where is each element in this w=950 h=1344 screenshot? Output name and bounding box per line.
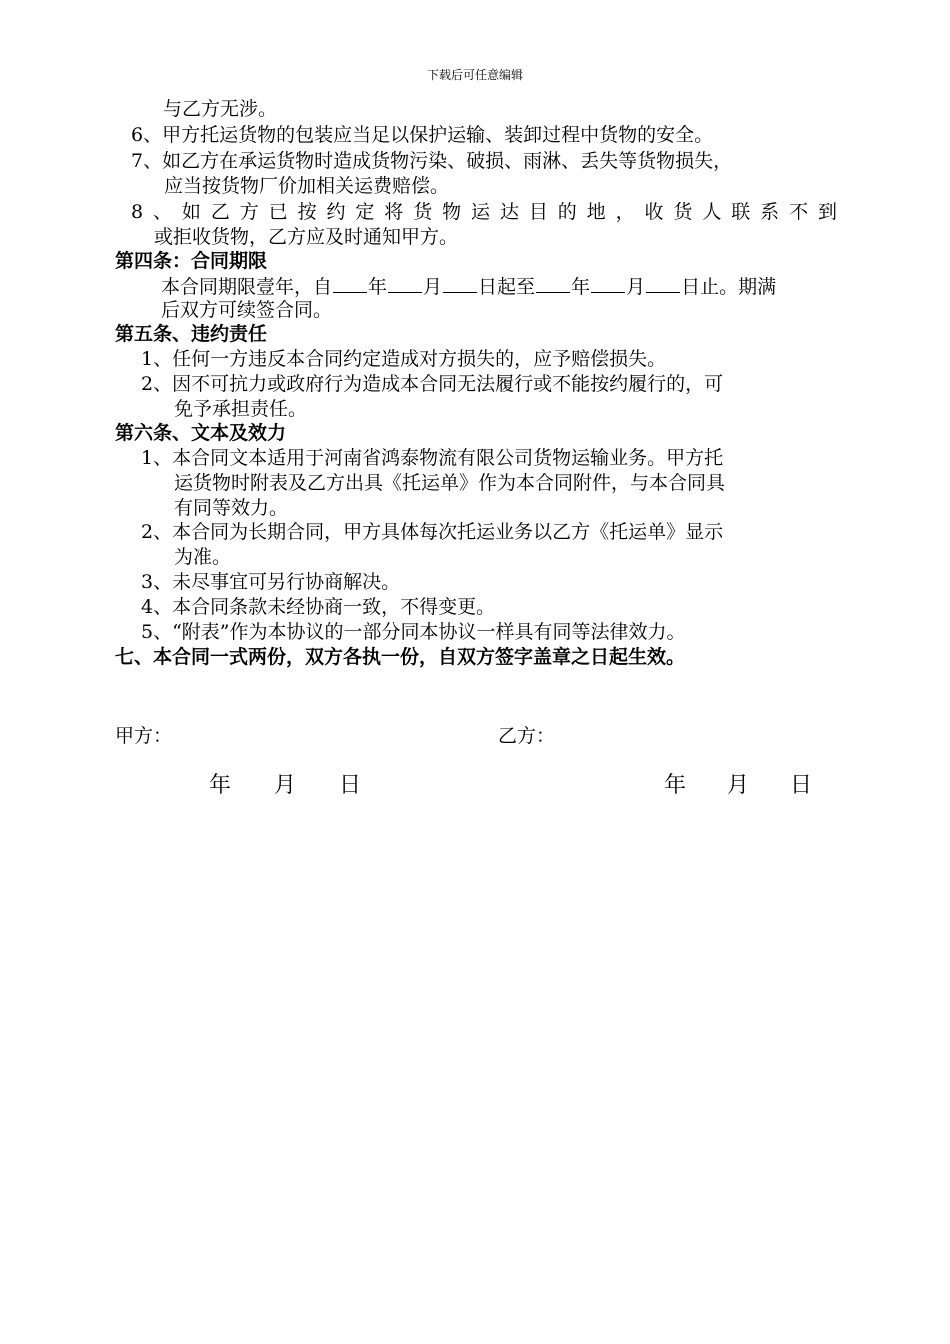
clause-3-item-8-continued: 或拒收货物，乙方应及时通知甲方。 (154, 226, 459, 248)
term-month-label: 月 (423, 276, 443, 298)
clause-6-item-5: 5、“附表”作为本协议的一部分同本协议一样具有同等法律效力。 (141, 621, 686, 643)
term-end-year-label: 年 (571, 276, 591, 298)
clause-4-continued: 后双方可续签合同。 (161, 299, 333, 321)
party-b-year-label: 年 (664, 773, 687, 798)
party-b-day-label: 日 (790, 773, 813, 798)
clause-5-item-2: 2、因不可抗力或政府行为造成本合同无法履行或不能按约履行的，可 (141, 373, 724, 395)
page-header: 下载后可任意编辑 (426, 68, 523, 82)
clause-6-item-3: 3、未尽事宜可另行协商解决。 (141, 571, 401, 593)
clause-4-heading: 第四条：合同期限 (115, 250, 268, 272)
party-b-date (664, 768, 812, 799)
term-year-label: 年 (368, 276, 388, 298)
blank-end-day (646, 274, 680, 293)
clause-6-heading: 第六条、文本及效力 (115, 422, 287, 444)
term-end-day-label: 日止。期满 (681, 276, 777, 298)
clause-5-item-1: 1、任何一方违反本合同约定造成对方损失的，应予赔偿损失。 (141, 348, 667, 370)
clause-6-item-4: 4、本合同条款未经协商一致，不得变更。 (141, 596, 496, 618)
term-text-start: 本合同期限壹年，自 (161, 276, 333, 298)
clause-6-item-1-continued-2: 有同等效力。 (174, 497, 289, 519)
party-b-month-label: 月 (727, 773, 750, 798)
clause-3-item-6: 6、甲方托运货物的包装应当足以保护运输、装卸过程中货物的安全。 (131, 124, 714, 146)
clause-4-term-line (161, 274, 776, 299)
clause-3-item-7-continued: 应当按货物厂价加相关运费赔偿。 (164, 175, 450, 197)
blank-start-day (443, 274, 477, 293)
term-day-label: 日起至 (478, 276, 536, 298)
party-b-signature-label: 乙方： (498, 725, 556, 747)
blank-start-month (388, 274, 422, 293)
clause-6-item-1-continued: 运货物时附表及乙方出具《托运单》作为本合同附件，与本合同具 (174, 472, 726, 494)
blank-end-month (591, 274, 625, 293)
party-a-day-label: 日 (339, 773, 362, 798)
blank-start-year (333, 274, 367, 293)
clause-3-item-7: 7、如乙方在承运货物时造成货物污染、破损、雨淋、丢失等货物损失， (131, 150, 733, 172)
party-a-date (209, 768, 361, 799)
clause-5-heading: 第五条、违约责任 (115, 323, 268, 345)
clause-6-item-2: 2、本合同为长期合同，甲方具体每次托运业务以乙方《托运单》显示 (141, 521, 724, 543)
blank-end-year (536, 274, 570, 293)
clause-5-item-2-continued: 免予承担责任。 (174, 398, 308, 420)
clause-7-heading: 七、本合同一式两份，双方各执一份，自双方签字盖章之日起生效。 (115, 646, 686, 668)
clause-3-item-8: 8、如乙方已按约定将货物运达目的地，收货人联系不到 (131, 201, 837, 223)
party-a-month-label: 月 (274, 773, 297, 798)
party-a-signature-label: 甲方： (115, 725, 173, 747)
party-a-year-label: 年 (209, 773, 232, 798)
term-end-month-label: 月 (626, 276, 646, 298)
clause-6-item-2-continued: 为准。 (174, 546, 232, 568)
clause-6-item-1: 1、本合同文本适用于河南省鸿泰物流有限公司货物运输业务。甲方托 (141, 447, 724, 469)
clause-3-item-5-continued: 与乙方无涉。 (163, 98, 278, 120)
